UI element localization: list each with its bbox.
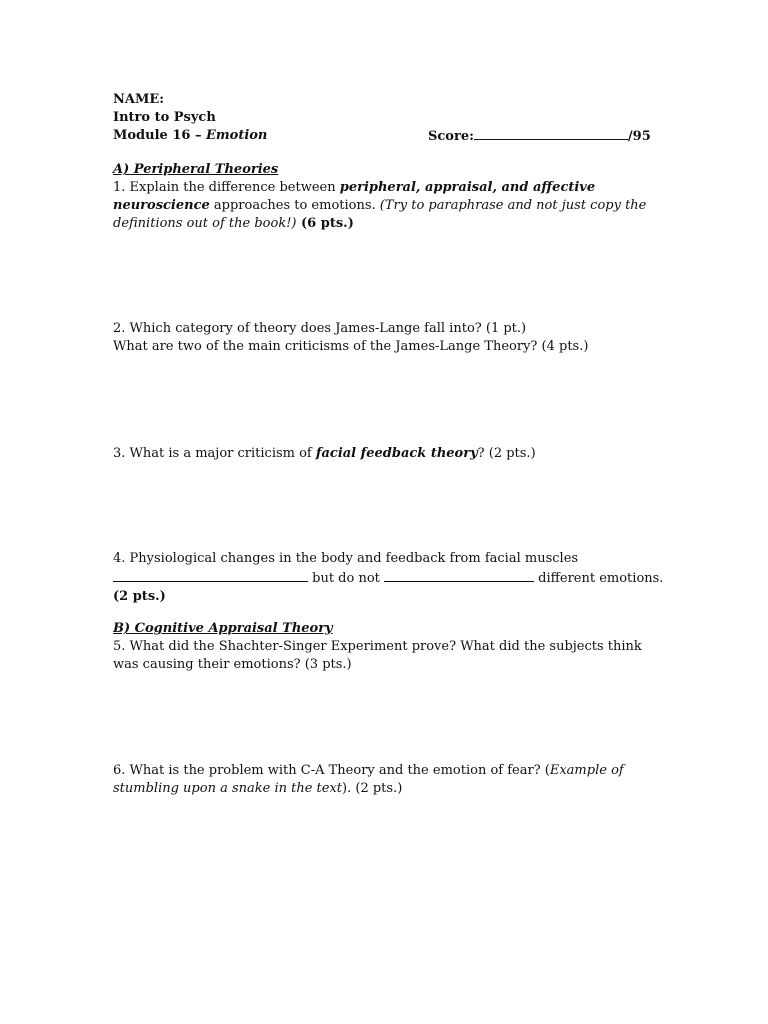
q1-note: (Try to paraphrase and not just copy the <box>379 198 647 213</box>
q1-bold-terms: peripheral, appraisal, and affective <box>339 180 596 195</box>
score-field <box>428 126 651 146</box>
question-2 <box>113 320 658 356</box>
module-topic: Emotion <box>205 128 268 143</box>
q3-bold-term: facial feedback theory <box>315 446 478 461</box>
question-3: 3. What is a major criticism of facial feedback theory? (2 pts.) <box>113 446 536 461</box>
q4-blank-2[interactable] <box>384 568 534 582</box>
score-blank[interactable] <box>474 126 628 140</box>
q5-line-1: 5. What did the Shachter-Singer Experiment prove? What did the subjects think <box>113 639 642 654</box>
section-a-title: A) Peripheral Theories <box>113 162 279 177</box>
question-6: 6. What is the problem with C-A Theory and the emotion of fear? (Example of stumbling upon a snake in the text). (2 pts.) <box>113 763 624 796</box>
q4-line-1: 4. Physiological changes in the body and feedback from facial muscles <box>113 551 579 566</box>
q5-line-2: was causing their emotions? (3 pts.) <box>113 657 352 672</box>
q4-points: (2 pts.) <box>113 589 166 604</box>
section-b-title: B) Cognitive Appraisal Theory <box>113 621 333 636</box>
q1-points: (6 pts.) <box>296 216 354 231</box>
course-title: Intro to Psych <box>113 110 216 125</box>
score-total: /95 <box>627 129 651 144</box>
question-4: 4. Physiological changes in the body and feedback from facial muscles but do not different emotions. (2 pts.) <box>113 551 664 604</box>
score-label: Score: <box>428 129 474 144</box>
q2-line-1: 2. Which category of theory does James-Lange fall into? (1 pt.) <box>113 321 527 336</box>
name-label: NAME: <box>113 92 165 107</box>
q2-line-2: What are two of the main criticisms of the James-Lange Theory? (4 pts.) <box>113 339 589 354</box>
question-5 <box>113 638 658 674</box>
module-title: Module 16 – Emotion <box>113 128 268 143</box>
q4-blank-1[interactable] <box>113 568 308 582</box>
q6-example: stumbling upon a snake in the text <box>113 781 343 796</box>
question-1: 1. Explain the difference between peripheral, appraisal, and affective neuroscience approaches to emotions. (Try to paraphrase and not just copy the definitions out of the book!) (6 pts.) <box>113 180 647 231</box>
